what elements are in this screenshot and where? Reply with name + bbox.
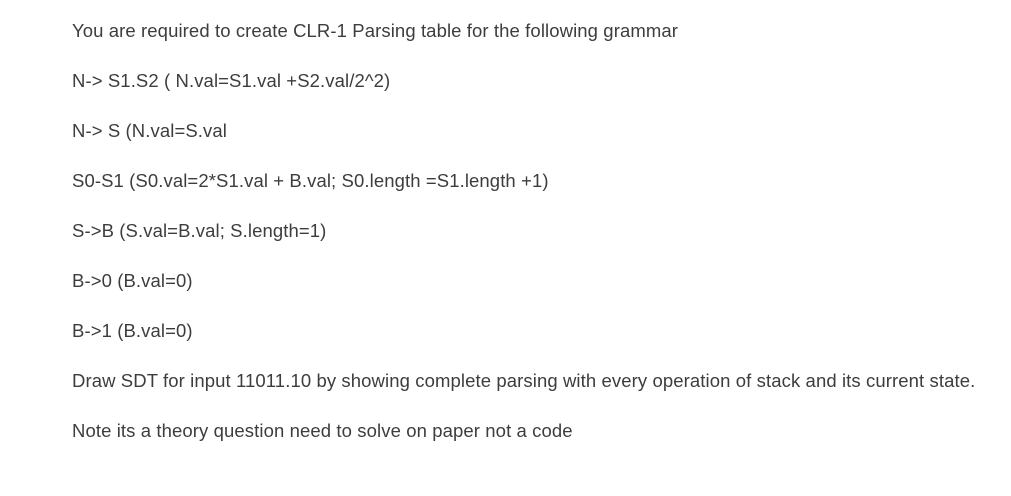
question-intro: You are required to create CLR-1 Parsing table for the following grammar [72,20,679,41]
question-body [72,16,992,445]
grammar-rule-6: B->1 (B.val=0) [72,320,193,341]
question-task: Draw SDT for input 11011.10 by showing complete parsing with every operation of stack and its current state. [72,370,976,391]
grammar-rule-4: S->B (S.val=B.val; S.length=1) [72,220,327,241]
grammar-rule-3: S0-S1 (S0.val=2*S1.val + B.val; S0.length =S1.length +1) [72,170,549,191]
grammar-rule-5: B->0 (B.val=0) [72,270,193,291]
grammar-rule-2: N-> S (N.val=S.val [72,120,227,141]
question-note: Note its a theory question need to solve on paper not a code [72,420,573,441]
grammar-rule-1: N-> S1.S2 ( N.val=S1.val +S2.val/2^2) [72,70,391,91]
